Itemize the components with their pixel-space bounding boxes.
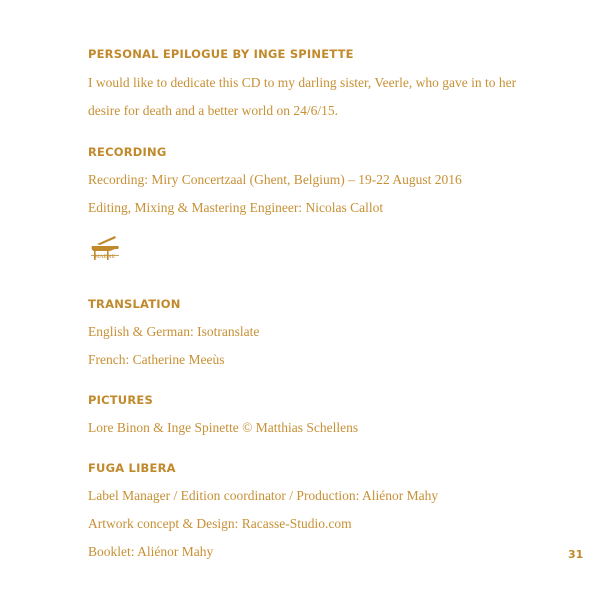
pictures-line-1: Lore Binon & Inge Spinette © Matthias Schellens	[88, 420, 359, 435]
page-number: 31	[568, 548, 584, 561]
fuga-libera-heading: FUGA LIBERA	[88, 461, 176, 475]
epilogue-line-1: I would like to dedicate this CD to my darling sister, Veerle, who gave in to her	[88, 75, 517, 90]
epilogue-line-2: desire for death and a better world on 24/6/15.	[88, 103, 339, 118]
translation-heading: TRANSLATION	[88, 297, 181, 311]
fuga-libera-line-2: Artwork concept & Design: Racasse-Studio.com	[88, 516, 352, 531]
fuga-libera-line-3: Booklet: Aliénor Mahy	[88, 544, 214, 559]
translation-line-2: French: Catherine Meeùs	[88, 352, 225, 367]
grand-piano-logo-icon	[88, 234, 122, 266]
epilogue-heading: PERSONAL EPILOGUE BY INGE SPINETTE	[88, 47, 354, 61]
recording-heading: RECORDING	[88, 145, 167, 159]
translation-line-1: English & German: Isotranslate	[88, 324, 260, 339]
fuga-libera-line-1: Label Manager / Edition coordinator / Production: Aliénor Mahy	[88, 488, 439, 503]
recording-line-2: Editing, Mixing & Mastering Engineer: Nicolas Callot	[88, 200, 384, 215]
recording-line-1: Recording: Miry Concertzaal (Ghent, Belgium) – 19-22 August 2016	[88, 172, 462, 187]
logo-text: MAENE	[94, 254, 116, 260]
pictures-heading: PICTURES	[88, 393, 153, 407]
